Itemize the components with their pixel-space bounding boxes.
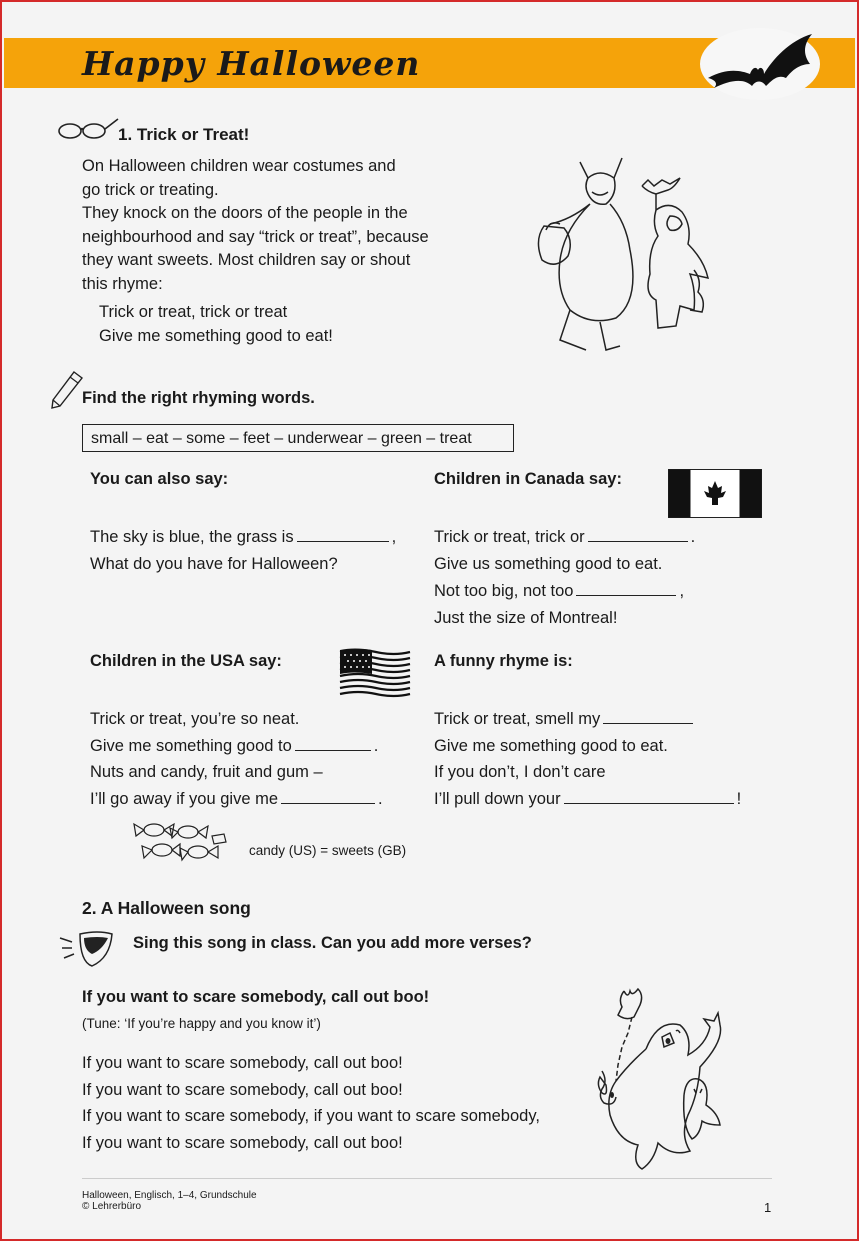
lyric-line: If you want to scare somebody, call out boo! bbox=[82, 1133, 403, 1152]
footer-credits bbox=[82, 1190, 257, 1212]
section1-intro bbox=[82, 155, 502, 296]
canada-heading: Children in Canada say: bbox=[434, 470, 622, 488]
usa-line: Trick or treat, you’re so neat. bbox=[90, 710, 300, 728]
also-say-line: What do you have for Halloween? bbox=[90, 555, 338, 573]
canada-line: Trick or treat, trick or bbox=[434, 528, 585, 546]
intro-line: this rhyme: bbox=[82, 274, 163, 293]
funny-line: I’ll pull down your bbox=[434, 790, 561, 809]
page-number: 1 bbox=[764, 1200, 772, 1215]
canada-flag bbox=[668, 469, 762, 518]
also-say-block bbox=[90, 524, 396, 578]
rhyme bbox=[99, 301, 333, 348]
rhyme-line: Trick or treat, trick or treat bbox=[99, 303, 288, 321]
canada-line: Give us something good to eat. bbox=[434, 555, 663, 573]
punct: ! bbox=[736, 790, 742, 809]
rhyme-line: Give me something good to eat! bbox=[99, 326, 333, 345]
answer-blank[interactable] bbox=[281, 802, 375, 804]
funny-line: Give me something good to eat. bbox=[434, 736, 668, 755]
also-say-line: The sky is blue, the grass is bbox=[90, 528, 294, 546]
answer-blank[interactable] bbox=[603, 722, 693, 724]
intro-line: On Halloween children wear costumes and bbox=[82, 157, 396, 175]
canada-block bbox=[434, 524, 695, 632]
answer-blank[interactable] bbox=[297, 540, 389, 542]
funny-line: Trick or treat, smell my bbox=[434, 710, 601, 728]
answer-blank[interactable] bbox=[588, 540, 688, 542]
candy-icon bbox=[128, 816, 232, 866]
page-title: Happy Halloween bbox=[82, 44, 421, 83]
funny-line: If you don’t, I don’t care bbox=[434, 763, 606, 782]
answer-blank[interactable] bbox=[576, 594, 676, 596]
also-say-heading: You can also say: bbox=[90, 470, 229, 488]
word-box: small – eat – some – feet – underwear – green – treat bbox=[82, 424, 514, 452]
punct: . bbox=[378, 790, 383, 809]
intro-line: neighbourhood and say “trick or treat”, because bbox=[82, 227, 429, 246]
section2-instruction: Sing this song in class. Can you add more verses? bbox=[133, 934, 532, 952]
singing-mouth-icon bbox=[58, 928, 114, 970]
usa-line: Give me something good to bbox=[90, 736, 292, 755]
punct: , bbox=[679, 582, 685, 600]
glasses-icon bbox=[56, 116, 120, 142]
footer-line: © Lehrerbüro bbox=[82, 1201, 142, 1212]
usa-block bbox=[90, 706, 383, 813]
punct: . bbox=[373, 736, 379, 755]
usa-line: I’ll go away if you give me bbox=[90, 790, 279, 809]
ghost-illustration bbox=[588, 985, 748, 1175]
usa-line: Nuts and candy, fruit and gum – bbox=[90, 763, 323, 782]
intro-line: go trick or treating. bbox=[82, 180, 219, 199]
footer-rule bbox=[82, 1178, 772, 1179]
canada-line: Not too big, not too bbox=[434, 582, 574, 600]
canada-line: Just the size of Montreal! bbox=[434, 609, 618, 627]
funny-heading: A funny rhyme is: bbox=[434, 652, 573, 670]
section2-heading: 2. A Halloween song bbox=[82, 898, 251, 918]
usa-heading: Children in the USA say: bbox=[90, 652, 282, 670]
punct: , bbox=[391, 528, 397, 546]
devil-child-illustration bbox=[530, 150, 740, 358]
song-lyrics bbox=[82, 1050, 540, 1156]
task-instruction: Find the right rhyming words. bbox=[82, 389, 315, 407]
footer-line: Halloween, Englisch, 1–4, Grundschule bbox=[82, 1190, 257, 1201]
candy-note: candy (US) = sweets (GB) bbox=[249, 843, 407, 858]
lyric-line: If you want to scare somebody, call out boo! bbox=[82, 1054, 403, 1072]
intro-line: They knock on the doors of the people in the bbox=[82, 204, 408, 222]
song-tune: (Tune: ‘If you’re happy and you know it’) bbox=[82, 1016, 321, 1031]
pencil-icon bbox=[50, 370, 84, 410]
intro-line: they want sweets. Most children say or shout bbox=[82, 251, 411, 269]
punct: . bbox=[690, 528, 696, 546]
answer-blank[interactable] bbox=[295, 749, 371, 751]
answer-blank[interactable] bbox=[564, 802, 734, 804]
lyric-line: If you want to scare somebody, call out boo! bbox=[82, 1080, 403, 1099]
section1-heading: 1. Trick or Treat! bbox=[118, 125, 250, 144]
usa-flag bbox=[338, 648, 412, 700]
funny-block bbox=[434, 706, 741, 813]
song-title: If you want to scare somebody, call out boo! bbox=[82, 988, 430, 1006]
lyric-line: If you want to scare somebody, if you want to scare somebody, bbox=[82, 1107, 540, 1125]
bat-icon bbox=[706, 30, 816, 92]
